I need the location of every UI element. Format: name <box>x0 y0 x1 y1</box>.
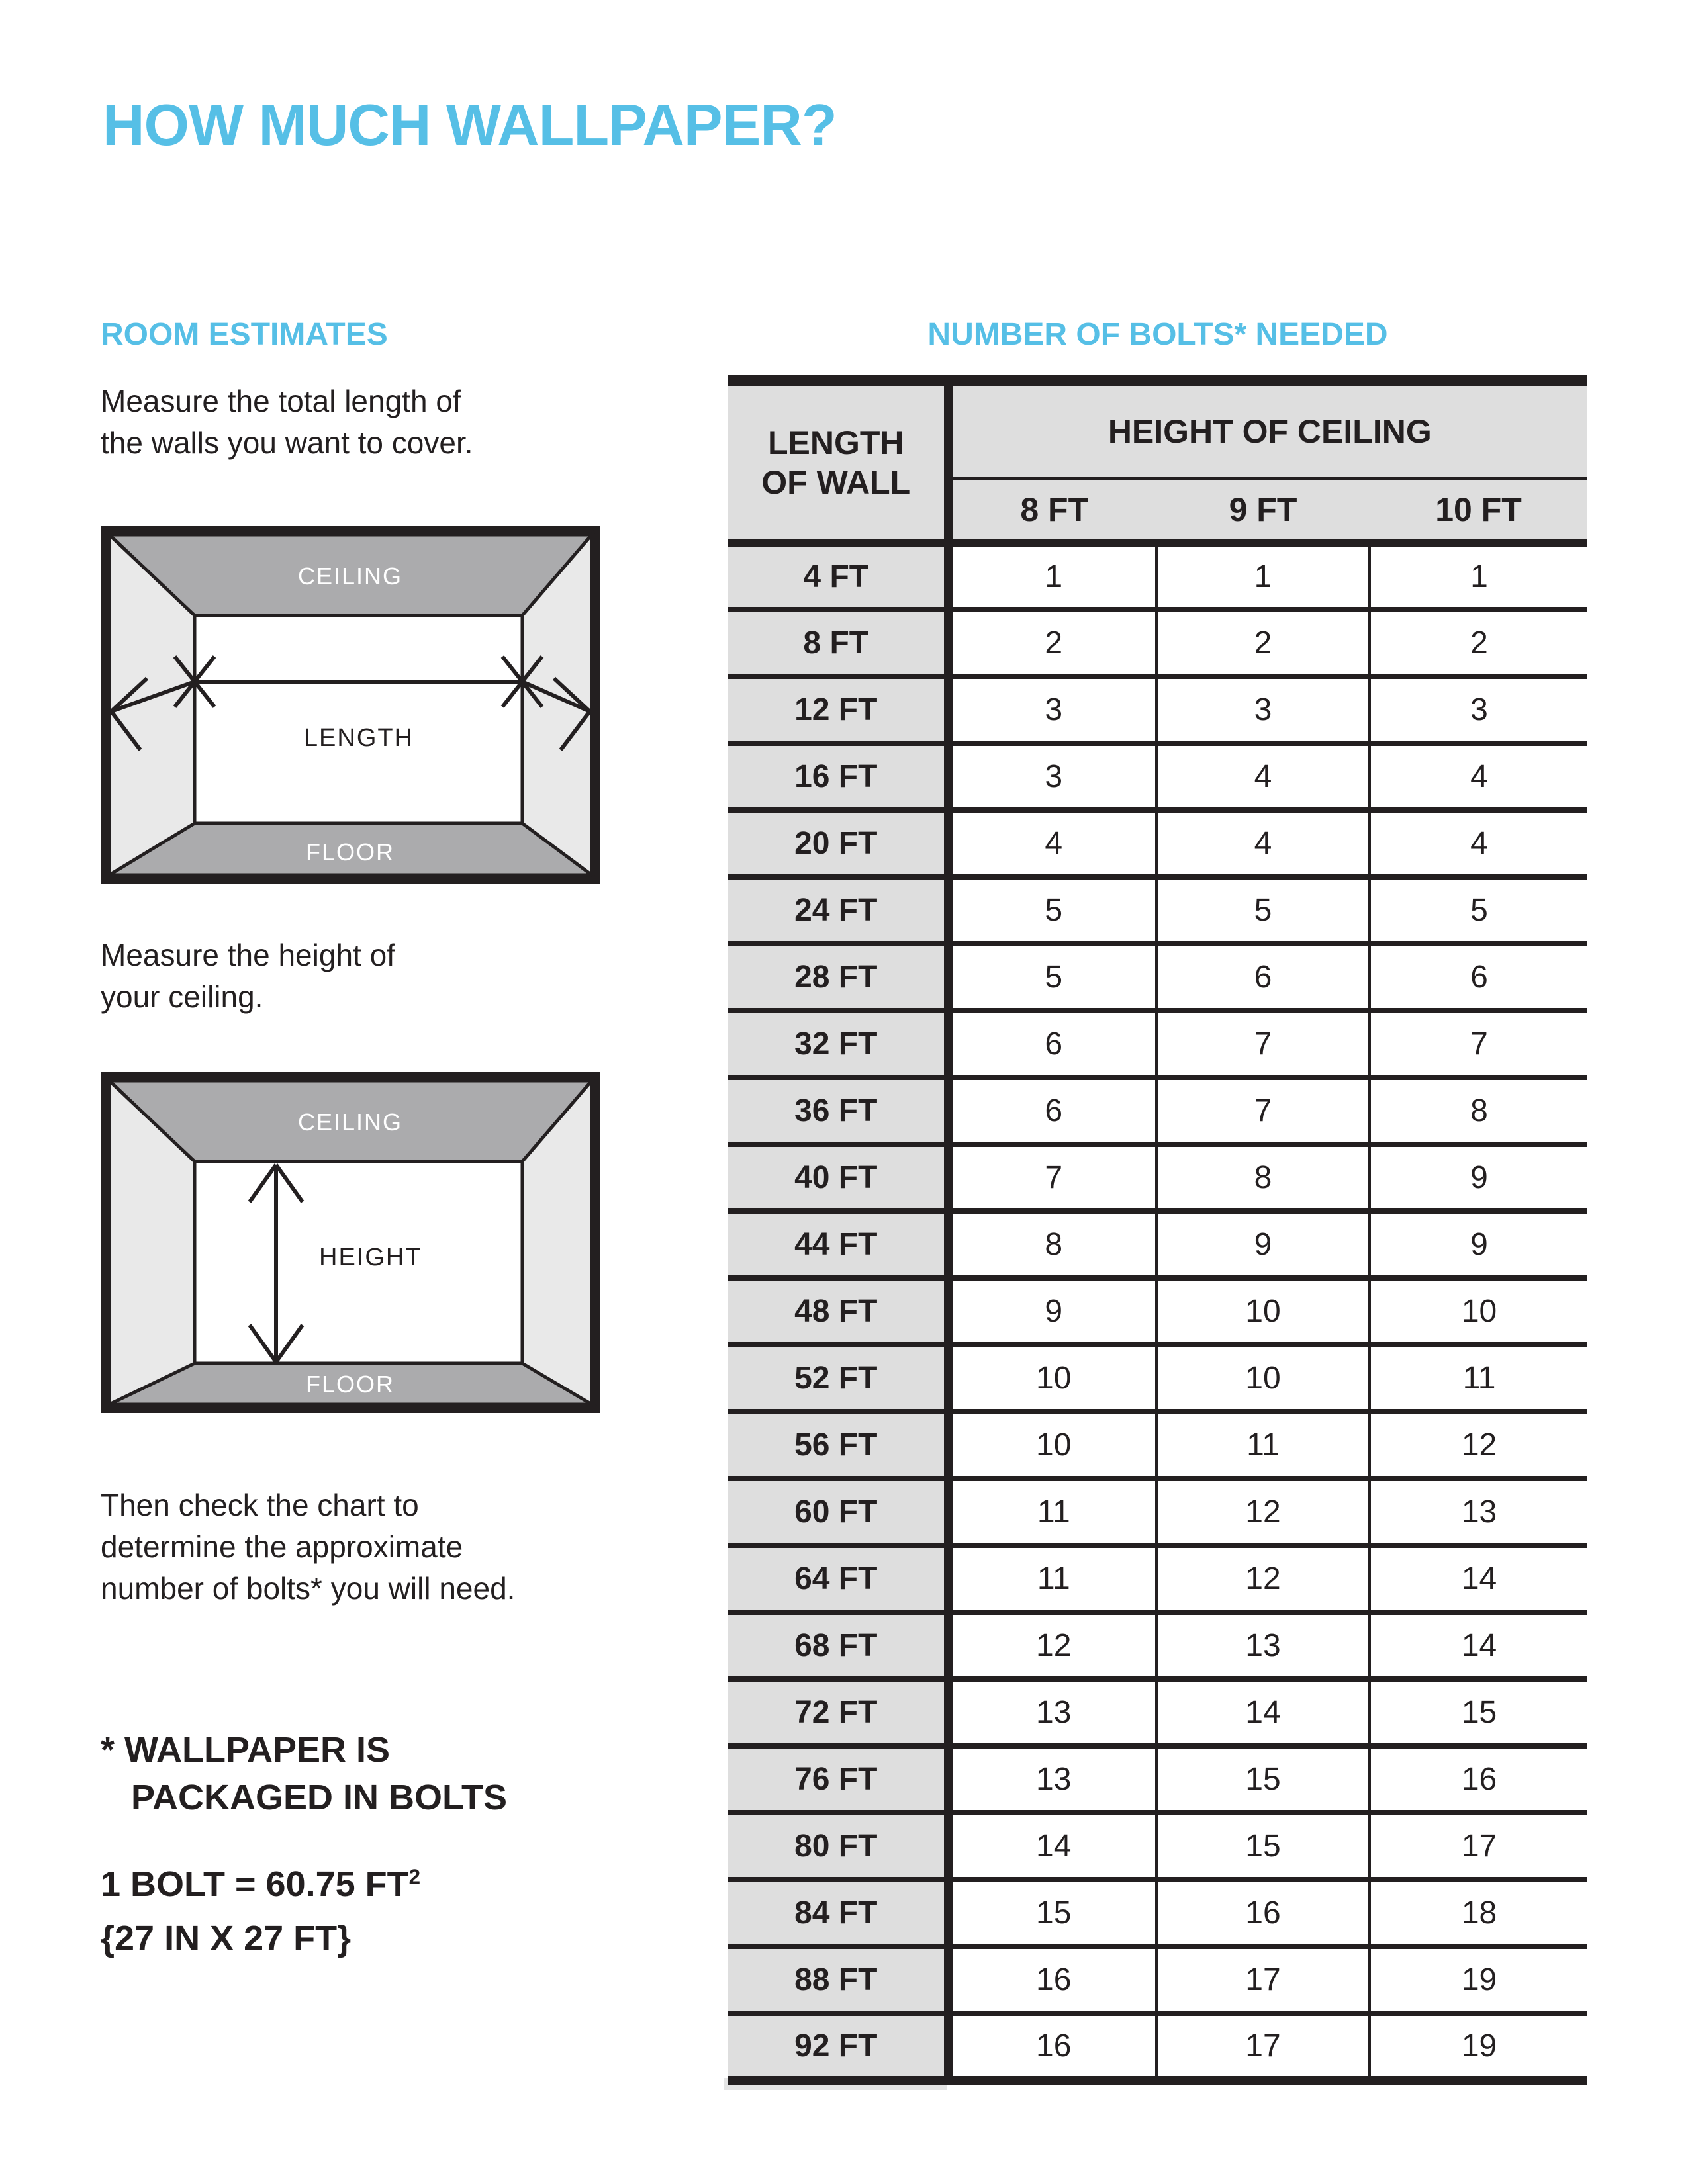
length-of-wall-header <box>728 386 948 543</box>
bolts-8ft-cell: 3 <box>948 676 1156 743</box>
wall-length-cell: 80 FT <box>728 1813 948 1880</box>
table-row <box>728 1679 1587 1746</box>
wall-length-cell: 52 FT <box>728 1345 948 1412</box>
table-row <box>728 1946 1587 2013</box>
back-wall-plane <box>195 615 522 823</box>
bolts-10ft-cell: 4 <box>1370 810 1587 877</box>
paragraph-line: your ceiling. <box>101 979 263 1014</box>
bolts-8ft-cell: 10 <box>948 1345 1156 1412</box>
bolts-footnote <box>101 1726 507 1821</box>
paragraph-line: Measure the total length of <box>101 384 461 418</box>
bolts-10ft-cell: 10 <box>1370 1278 1587 1345</box>
page-title: HOW MUCH WALLPAPER? <box>103 92 837 158</box>
bolts-9ft-cell: 8 <box>1156 1144 1370 1211</box>
bolts-9ft-cell: 9 <box>1156 1211 1370 1278</box>
bolts-8ft-cell: 15 <box>948 1880 1156 1946</box>
table-row <box>728 610 1587 676</box>
paragraph-line: determine the approximate <box>101 1529 463 1564</box>
bolts-10ft-cell: 7 <box>1370 1011 1587 1077</box>
bolts-8ft-cell: 14 <box>948 1813 1156 1880</box>
bolts-8ft-cell: 5 <box>948 877 1156 944</box>
bolts-9ft-cell: 2 <box>1156 610 1370 676</box>
bolt-equation-superscript: 2 <box>408 1865 421 1888</box>
paragraph-line: the walls you want to cover. <box>101 426 473 460</box>
bolts-10ft-cell: 9 <box>1370 1144 1587 1211</box>
column-header-8ft: 8 FT <box>948 478 1156 543</box>
bolts-8ft-cell: 12 <box>948 1612 1156 1679</box>
bolts-10ft-cell: 12 <box>1370 1412 1587 1479</box>
bolts-9ft-cell: 14 <box>1156 1679 1370 1746</box>
bolts-10ft-cell: 8 <box>1370 1077 1587 1144</box>
bolts-9ft-cell: 16 <box>1156 1880 1370 1946</box>
bolts-9ft-cell: 7 <box>1156 1011 1370 1077</box>
bolts-9ft-cell: 17 <box>1156 2013 1370 2080</box>
bolts-8ft-cell: 2 <box>948 610 1156 676</box>
wall-length-cell: 32 FT <box>728 1011 948 1077</box>
wall-length-cell: 92 FT <box>728 2013 948 2080</box>
bolts-9ft-cell: 10 <box>1156 1278 1370 1345</box>
wall-length-cell: 12 FT <box>728 676 948 743</box>
floor-label: FLOOR <box>305 1371 395 1398</box>
height-of-ceiling-header: HEIGHT OF CEILING <box>948 386 1587 478</box>
bolts-10ft-cell: 13 <box>1370 1479 1587 1545</box>
bolts-9ft-cell: 3 <box>1156 676 1370 743</box>
table-top-bar <box>728 375 1587 386</box>
bolts-8ft-cell: 4 <box>948 810 1156 877</box>
footnote-line: PACKAGED IN BOLTS <box>131 1778 508 1817</box>
bolt-table-body <box>728 386 1587 2080</box>
wall-length-cell: 72 FT <box>728 1679 948 1746</box>
floor-label: FLOOR <box>305 839 395 866</box>
length-of-wall-line1: LENGTH <box>767 424 904 461</box>
table-row <box>728 1211 1587 1278</box>
table-row <box>728 676 1587 743</box>
table-row <box>728 743 1587 810</box>
room-estimates-heading: ROOM ESTIMATES <box>101 317 388 352</box>
bolts-8ft-cell: 13 <box>948 1746 1156 1813</box>
bolts-9ft-cell: 15 <box>1156 1813 1370 1880</box>
bolts-9ft-cell: 15 <box>1156 1746 1370 1813</box>
bolts-9ft-cell: 10 <box>1156 1345 1370 1412</box>
table-row <box>728 1412 1587 1479</box>
wall-length-cell: 28 FT <box>728 944 948 1011</box>
room-length-diagram <box>101 526 600 884</box>
table-row <box>728 1144 1587 1211</box>
bolts-10ft-cell: 6 <box>1370 944 1587 1011</box>
bolts-9ft-cell: 17 <box>1156 1946 1370 2013</box>
bolts-needed-table <box>728 386 1587 2085</box>
bolts-8ft-cell: 6 <box>948 1077 1156 1144</box>
table-header-row-1 <box>728 386 1587 478</box>
room-height-diagram <box>101 1072 600 1413</box>
wall-length-cell: 84 FT <box>728 1880 948 1946</box>
measure-height-paragraph <box>101 934 395 1018</box>
bolts-10ft-cell: 18 <box>1370 1880 1587 1946</box>
bolts-10ft-cell: 19 <box>1370 2013 1587 2080</box>
length-label: LENGTH <box>303 724 414 752</box>
bolts-9ft-cell: 12 <box>1156 1479 1370 1545</box>
table-row <box>728 1011 1587 1077</box>
wall-length-cell: 4 FT <box>728 543 948 610</box>
bolts-8ft-cell: 1 <box>948 543 1156 610</box>
paragraph-line: number of bolts* you will need. <box>101 1571 516 1606</box>
wall-length-cell: 24 FT <box>728 877 948 944</box>
wall-length-cell: 68 FT <box>728 1612 948 1679</box>
column-header-9ft: 9 FT <box>1156 478 1370 543</box>
bolts-8ft-cell: 16 <box>948 2013 1156 2080</box>
bolts-8ft-cell: 7 <box>948 1144 1156 1211</box>
bolts-8ft-cell: 11 <box>948 1545 1156 1612</box>
wall-length-cell: 60 FT <box>728 1479 948 1545</box>
wall-length-cell: 36 FT <box>728 1077 948 1144</box>
table-row <box>728 944 1587 1011</box>
bolts-9ft-cell: 11 <box>1156 1412 1370 1479</box>
bolts-8ft-cell: 10 <box>948 1412 1156 1479</box>
bolts-8ft-cell: 9 <box>948 1278 1156 1345</box>
table-row <box>728 1345 1587 1412</box>
check-chart-paragraph <box>101 1484 515 1610</box>
wall-length-cell: 44 FT <box>728 1211 948 1278</box>
bolts-10ft-cell: 11 <box>1370 1345 1587 1412</box>
bolts-10ft-cell: 2 <box>1370 610 1587 676</box>
wall-length-cell: 16 FT <box>728 743 948 810</box>
wall-length-cell: 48 FT <box>728 1278 948 1345</box>
number-of-bolts-heading: NUMBER OF BOLTS* NEEDED <box>927 317 1388 352</box>
bolts-10ft-cell: 17 <box>1370 1813 1587 1880</box>
bolts-8ft-cell: 6 <box>948 1011 1156 1077</box>
bolts-10ft-cell: 19 <box>1370 1946 1587 2013</box>
bolts-9ft-cell: 5 <box>1156 877 1370 944</box>
table-row <box>728 2013 1587 2080</box>
wall-length-cell: 8 FT <box>728 610 948 676</box>
table-row <box>728 1479 1587 1545</box>
height-label: HEIGHT <box>319 1244 422 1271</box>
bolts-10ft-cell: 14 <box>1370 1612 1587 1679</box>
bolts-9ft-cell: 6 <box>1156 944 1370 1011</box>
bolt-equation <box>101 1850 420 1911</box>
bolts-9ft-cell: 13 <box>1156 1612 1370 1679</box>
wall-length-cell: 88 FT <box>728 1946 948 2013</box>
table-row <box>728 1813 1587 1880</box>
wall-length-cell: 64 FT <box>728 1545 948 1612</box>
table-row <box>728 877 1587 944</box>
bolts-10ft-cell: 16 <box>1370 1746 1587 1813</box>
length-of-wall-line2: OF WALL <box>761 463 911 501</box>
table-row <box>728 1545 1587 1612</box>
table-row <box>728 1746 1587 1813</box>
bolt-size-info <box>101 1850 420 1966</box>
footnote-line: * WALLPAPER IS <box>101 1730 391 1770</box>
wall-length-cell: 20 FT <box>728 810 948 877</box>
bolts-9ft-cell: 12 <box>1156 1545 1370 1612</box>
measure-length-paragraph <box>101 381 473 464</box>
bolts-9ft-cell: 4 <box>1156 810 1370 877</box>
bolts-10ft-cell: 3 <box>1370 676 1587 743</box>
bolts-9ft-cell: 4 <box>1156 743 1370 810</box>
table-row <box>728 1880 1587 1946</box>
ceiling-label: CEILING <box>297 563 403 590</box>
wall-length-cell: 76 FT <box>728 1746 948 1813</box>
paragraph-line: Measure the height of <box>101 938 395 972</box>
bolts-10ft-cell: 15 <box>1370 1679 1587 1746</box>
column-header-10ft: 10 FT <box>1370 478 1587 543</box>
bolts-9ft-cell: 1 <box>1156 543 1370 610</box>
table-row <box>728 1612 1587 1679</box>
table-row <box>728 1077 1587 1144</box>
table-row <box>728 543 1587 610</box>
wall-length-cell: 40 FT <box>728 1144 948 1211</box>
bolts-10ft-cell: 9 <box>1370 1211 1587 1278</box>
bolt-equation-text: 1 BOLT = 60.75 FT <box>101 1864 409 1904</box>
bolts-8ft-cell: 13 <box>948 1679 1156 1746</box>
bolts-9ft-cell: 7 <box>1156 1077 1370 1144</box>
bolts-10ft-cell: 4 <box>1370 743 1587 810</box>
bolts-8ft-cell: 11 <box>948 1479 1156 1545</box>
bolt-dimensions: {27 IN X 27 FT} <box>101 1919 352 1958</box>
ceiling-label: CEILING <box>297 1109 403 1136</box>
bolts-10ft-cell: 1 <box>1370 543 1587 610</box>
table-row <box>728 1278 1587 1345</box>
wall-length-cell: 56 FT <box>728 1412 948 1479</box>
bolts-8ft-cell: 3 <box>948 743 1156 810</box>
table-row <box>728 810 1587 877</box>
bolts-10ft-cell: 5 <box>1370 877 1587 944</box>
bolts-8ft-cell: 8 <box>948 1211 1156 1278</box>
bolts-10ft-cell: 14 <box>1370 1545 1587 1612</box>
bolts-8ft-cell: 16 <box>948 1946 1156 2013</box>
bolts-8ft-cell: 5 <box>948 944 1156 1011</box>
paragraph-line: Then check the chart to <box>101 1488 419 1522</box>
